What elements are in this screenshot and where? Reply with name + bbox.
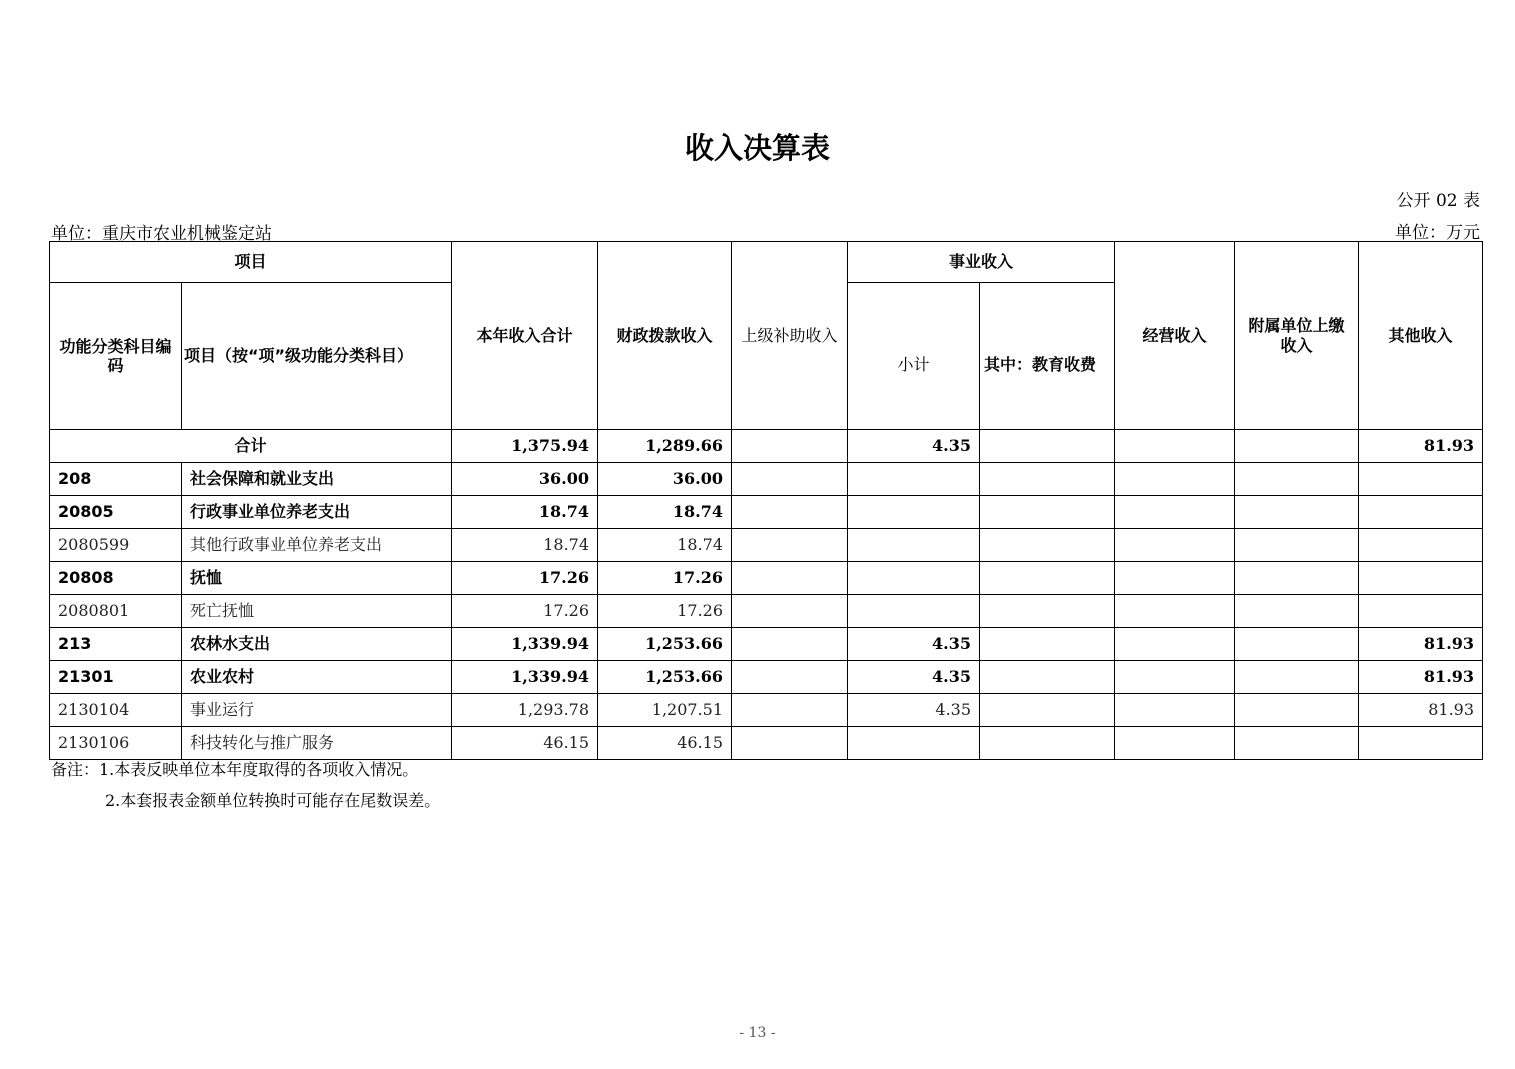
cell-operating xyxy=(1115,727,1235,760)
cell-affiliated xyxy=(1235,727,1359,760)
page-number: - 13 - xyxy=(739,1025,776,1041)
header-other-income: 其他收入 xyxy=(1359,242,1483,430)
table-row xyxy=(50,529,1483,562)
income-table xyxy=(49,241,1483,760)
header-subtotal: 小计 xyxy=(848,283,980,430)
cell-affiliated xyxy=(1235,661,1359,694)
cell-name: 社会保障和就业支出 xyxy=(182,463,452,496)
cell-code: 2130106 xyxy=(50,727,182,760)
form-number: 公开 02 表 xyxy=(1396,191,1480,211)
cell-affiliated xyxy=(1235,562,1359,595)
cell-superior xyxy=(732,496,848,529)
cell-code: 2080801 xyxy=(50,595,182,628)
cell-edu xyxy=(980,595,1115,628)
cell-other xyxy=(1359,727,1483,760)
header-education-fee: 其中：教育收费 xyxy=(980,283,1115,430)
total-row xyxy=(50,430,1483,463)
cell-affiliated xyxy=(1235,496,1359,529)
cell-subtotal xyxy=(848,463,980,496)
cell-superior xyxy=(732,529,848,562)
cell-fiscal: 18.74 xyxy=(598,496,732,529)
cell-operating xyxy=(1115,562,1235,595)
cell-edu xyxy=(980,694,1115,727)
table-row xyxy=(50,496,1483,529)
cell-affiliated xyxy=(1235,694,1359,727)
cell-operating xyxy=(1115,628,1235,661)
table-body xyxy=(50,430,1483,760)
total-superior-cell xyxy=(732,430,848,463)
cell-subtotal xyxy=(848,562,980,595)
cell-total: 36.00 xyxy=(452,463,598,496)
cell-fiscal: 17.26 xyxy=(598,562,732,595)
cell-name: 科技转化与推广服务 xyxy=(182,727,452,760)
cell-code: 20808 xyxy=(50,562,182,595)
cell-other xyxy=(1359,595,1483,628)
cell-other xyxy=(1359,463,1483,496)
header-affiliated-income: 附属单位上缴收入 xyxy=(1235,242,1359,430)
cell-code: 2130104 xyxy=(50,694,182,727)
cell-total: 18.74 xyxy=(452,529,598,562)
cell-total: 1,339.94 xyxy=(452,628,598,661)
cell-name: 事业运行 xyxy=(182,694,452,727)
reporting-unit: 单位：重庆市农业机械鉴定站 xyxy=(51,224,272,244)
cell-subtotal: 4.35 xyxy=(848,628,980,661)
cell-fiscal: 1,253.66 xyxy=(598,628,732,661)
cell-other xyxy=(1359,562,1483,595)
cell-total: 18.74 xyxy=(452,496,598,529)
cell-fiscal: 18.74 xyxy=(598,529,732,562)
total-fiscal-cell: 1,289.66 xyxy=(598,430,732,463)
header-business-income: 事业收入 xyxy=(848,242,1115,283)
currency-unit: 单位：万元 xyxy=(1395,223,1480,243)
cell-subtotal xyxy=(848,529,980,562)
cell-operating xyxy=(1115,595,1235,628)
cell-edu xyxy=(980,496,1115,529)
cell-subtotal xyxy=(848,496,980,529)
cell-superior xyxy=(732,595,848,628)
cell-total: 1,293.78 xyxy=(452,694,598,727)
header-function-code: 功能分类科目编码 xyxy=(50,283,182,430)
cell-superior xyxy=(732,562,848,595)
cell-fiscal: 1,207.51 xyxy=(598,694,732,727)
header-item-name: 项目（按“项”级功能分类科目） xyxy=(182,283,452,430)
cell-code: 21301 xyxy=(50,661,182,694)
cell-name: 其他行政事业单位养老支出 xyxy=(182,529,452,562)
cell-affiliated xyxy=(1235,463,1359,496)
cell-other: 81.93 xyxy=(1359,628,1483,661)
cell-name: 死亡抚恤 xyxy=(182,595,452,628)
header-total-income: 本年收入合计 xyxy=(452,242,598,430)
cell-operating xyxy=(1115,529,1235,562)
cell-fiscal: 1,253.66 xyxy=(598,661,732,694)
total-affiliated-cell xyxy=(1235,430,1359,463)
cell-fiscal: 17.26 xyxy=(598,595,732,628)
table-row xyxy=(50,694,1483,727)
cell-fiscal: 46.15 xyxy=(598,727,732,760)
page-title: 收入决算表 xyxy=(684,131,830,165)
cell-operating xyxy=(1115,496,1235,529)
cell-other xyxy=(1359,529,1483,562)
cell-superior xyxy=(732,463,848,496)
cell-operating xyxy=(1115,463,1235,496)
cell-operating xyxy=(1115,694,1235,727)
total-income-cell: 1,375.94 xyxy=(452,430,598,463)
cell-edu xyxy=(980,463,1115,496)
cell-name: 农业农村 xyxy=(182,661,452,694)
table-row xyxy=(50,562,1483,595)
table-header xyxy=(50,242,1483,430)
cell-other: 81.93 xyxy=(1359,694,1483,727)
header-item: 项目 xyxy=(50,242,452,283)
cell-name: 农林水支出 xyxy=(182,628,452,661)
cell-superior xyxy=(732,628,848,661)
table-row xyxy=(50,628,1483,661)
note-line-2: 2.本套报表金额单位转换时可能存在尾数误差。 xyxy=(105,791,441,810)
cell-edu xyxy=(980,727,1115,760)
total-edu-cell xyxy=(980,430,1115,463)
cell-subtotal xyxy=(848,727,980,760)
cell-edu xyxy=(980,529,1115,562)
cell-code: 208 xyxy=(50,463,182,496)
cell-code: 20805 xyxy=(50,496,182,529)
cell-affiliated xyxy=(1235,595,1359,628)
cell-fiscal: 36.00 xyxy=(598,463,732,496)
total-other-cell: 81.93 xyxy=(1359,430,1483,463)
cell-total: 46.15 xyxy=(452,727,598,760)
cell-total: 17.26 xyxy=(452,562,598,595)
cell-subtotal xyxy=(848,595,980,628)
cell-subtotal: 4.35 xyxy=(848,694,980,727)
header-fiscal-income: 财政拨款收入 xyxy=(598,242,732,430)
total-label: 合计 xyxy=(50,430,452,463)
total-operating-cell xyxy=(1115,430,1235,463)
cell-superior xyxy=(732,727,848,760)
cell-operating xyxy=(1115,661,1235,694)
table-row xyxy=(50,595,1483,628)
cell-code: 213 xyxy=(50,628,182,661)
total-subtotal-cell: 4.35 xyxy=(848,430,980,463)
cell-superior xyxy=(732,661,848,694)
cell-affiliated xyxy=(1235,529,1359,562)
notes xyxy=(51,754,440,816)
table-row xyxy=(50,463,1483,496)
cell-code: 2080599 xyxy=(50,529,182,562)
header-operating-income: 经营收入 xyxy=(1115,242,1235,430)
cell-name: 行政事业单位养老支出 xyxy=(182,496,452,529)
cell-subtotal: 4.35 xyxy=(848,661,980,694)
cell-edu xyxy=(980,628,1115,661)
cell-total: 17.26 xyxy=(452,595,598,628)
note-line-1: 备注：1.本表反映单位本年度取得的各项收入情况。 xyxy=(51,760,419,779)
cell-total: 1,339.94 xyxy=(452,661,598,694)
header-superior-subsidy: 上级补助收入 xyxy=(732,242,848,430)
cell-other: 81.93 xyxy=(1359,661,1483,694)
cell-superior xyxy=(732,694,848,727)
cell-edu xyxy=(980,661,1115,694)
cell-edu xyxy=(980,562,1115,595)
cell-name: 抚恤 xyxy=(182,562,452,595)
table-row xyxy=(50,661,1483,694)
cell-other xyxy=(1359,496,1483,529)
cell-affiliated xyxy=(1235,628,1359,661)
